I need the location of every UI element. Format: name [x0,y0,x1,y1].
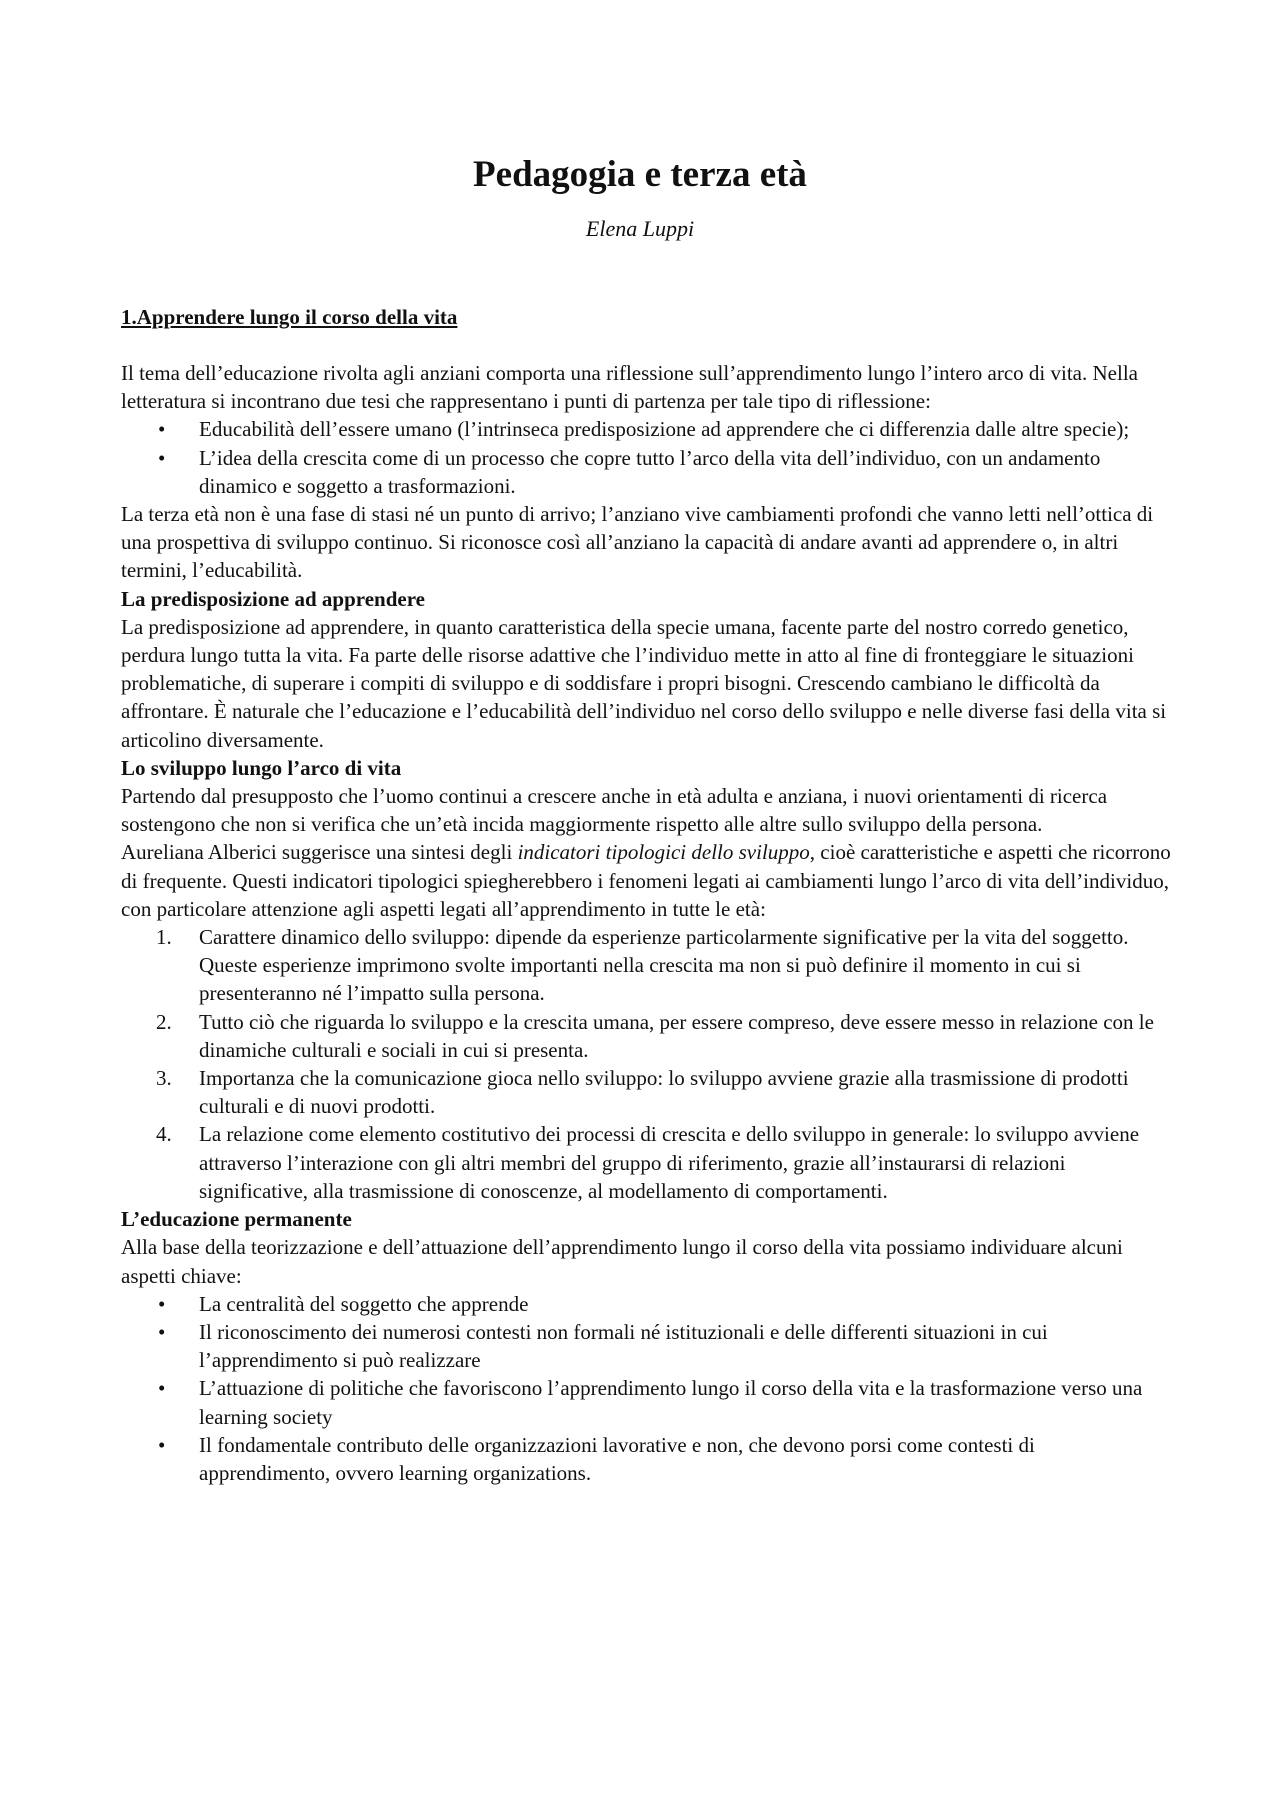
list-item [121,923,1171,1008]
list-item: • La centralità del soggetto che apprende [121,1290,1171,1318]
emphasis-text: indicatori tipologici dello sviluppo [517,840,810,865]
list-text: La relazione come elemento costitutivo dei processi di crescita e dello sviluppo in generale: lo sviluppo avviene attraverso l’interazione con gli altri membri del gruppo di riferimento, grazie all’instaurarsi di relazioni significative, alla trasmissione di conoscenze, al modellamento di comportamenti. [199,1122,1140,1203]
list-number: 2. [156,1009,172,1034]
paragraph-predisposition: La predisposizione ad apprendere, in quanto caratteristica della specie umana, facente parte del nostro corredo genetico, perdura lungo tutta la vita. Fa parte delle risorse adattive che l’individuo mette in atto al fine di fronteggiare le situazioni problematiche, di superare i compiti di sviluppo e di soddisfare i propri bisogni. Crescendo cambiano le difficoltà da affrontare. È naturale che l’educazione e l’educabilità dell’individuo nel corso dello sviluppo e nelle diverse fasi della vita si articolino diversamente. [121,614,1167,752]
section-heading: 1.Apprendere lungo il corso della vita [121,305,458,329]
list-item: • Educabilità dell’essere umano (l’intrinseca predisposizione ad apprendere che ci differenzia dalle altre specie); [121,415,1171,443]
paragraph-development: Partendo dal presupposto che l’uomo continui a crescere anche in età adulta e anziana, i nuovi orientamenti di ricerca sostengono che non si verifica che un’età incida maggiormente rispetto alle altre sullo sviluppo della persona. [121,784,1108,837]
list-item: • Il fondamentale contributo delle organizzazioni lavorative e non, che devono porsi come contesti di apprendimento, ovvero learning organizations. [121,1431,1171,1487]
list-item: • Il riconoscimento dei numerosi contesti non formali né istituzionali e delle differenti situazioni in cui l’apprendimento si può realizzare [121,1318,1171,1374]
subheading-permanent-education: L’educazione permanente [121,1207,352,1232]
intro-paragraph: Il tema dell’educazione rivolta agli anziani comporta una riflessione sull’apprendimento lungo l’intero arco di vita. Nella letteratura si incontrano due tesi che rappresentano i punti di partenza per tale tipo di riflessione: [121,361,1138,414]
paragraph-third-age: La terza età non è una fase di stasi né un punto di arrivo; l’anziano vive cambiamenti profondi che vanno letti nell’ottica di una prospettiva di sviluppo continuo. Si riconosce così all’anziano la capacità di andare avanti ad apprendere o, in altri termini, l’educabilità. [121,502,1154,583]
list-text: Tutto ciò che riguarda lo sviluppo e la crescita umana, per essere compreso, deve essere messo in relazione con le dinamiche culturali e sociali in cui si presenta. [199,1009,1154,1062]
text-span: , cioè caratteristiche e aspetti che ricorrono di frequente. Questi indicatori tipologici spiegherebbero i fenomeni legati ai cambiamenti lungo l’arco di vita dell’individuo, con particolare attenzione agli aspetti legati all’apprendimento in tutte le età: [121,840,1171,921]
text-span: Aureliana Alberici suggerisce una sintesi degli [121,840,518,865]
list-item [121,1064,1171,1120]
thesis-list [121,415,1171,500]
list-item [121,1008,1171,1064]
subheading-predisposition: La predisposizione ad apprendere [121,586,425,611]
list-item: • L’idea della crescita come di un processo che copre tutto l’arco della vita dell’individuo, con un andamento dinamico e soggetto a trasformazioni. [121,444,1171,500]
paragraph-permanent-education: Alla base della teorizzazione e dell’attuazione dell’apprendimento lungo il corso della vita possiamo individuare alcuni aspetti chiave: [121,1235,1123,1288]
list-number: 4. [156,1122,172,1147]
list-text: Carattere dinamico dello sviluppo: dipende da esperienze particolarmente significative per la vita del soggetto. Queste esperienze imprimono svolte importanti nella crescita ma non si può definire il momento in cui si presenteranno né l’impatto sulla persona. [199,925,1129,1006]
list-item: • L’attuazione di politiche che favoriscono l’apprendimento lungo il corso della vita e la trasformazione verso una learning society [121,1374,1171,1430]
list-text: Importanza che la comunicazione gioca nello sviluppo: lo sviluppo avviene grazie alla trasmissione di prodotti culturali e di nuovi prodotti. [199,1066,1129,1119]
list-number: 1. [156,925,172,950]
author-name: Elena Luppi [585,216,695,241]
list-number: 3. [156,1066,172,1091]
document-body [121,303,1171,1487]
document-title: Pedagogia e terza età [473,154,807,195]
indicators-list [121,923,1171,1205]
list-item [121,1120,1171,1205]
key-aspects-list [121,1290,1171,1487]
subheading-development: Lo sviluppo lungo l’arco di vita [121,755,402,780]
paragraph-alberici [121,838,1171,923]
